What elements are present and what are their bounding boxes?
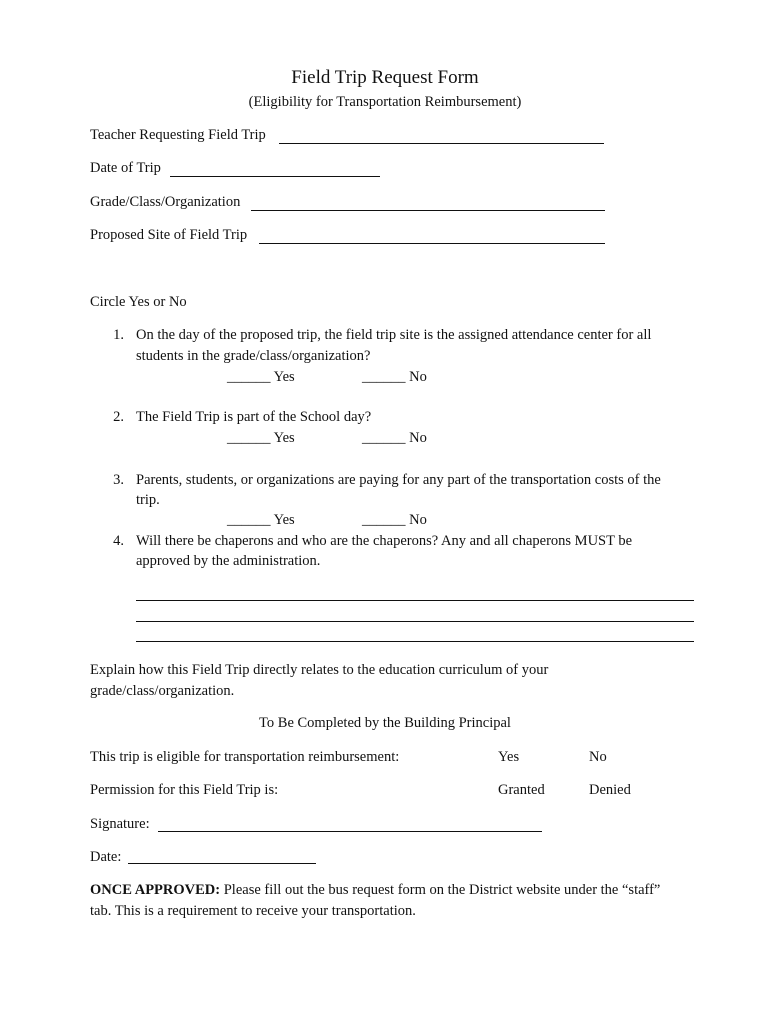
chaperon-answer-line-3[interactable] bbox=[136, 641, 694, 642]
answer-blank: ______ bbox=[362, 512, 406, 528]
grade-field-label: Grade/Class/Organization bbox=[90, 194, 241, 210]
question-2-no[interactable] bbox=[362, 430, 427, 447]
approval-note-line2: tab. This is a requirement to receive your transportation. bbox=[90, 903, 416, 919]
answer-blank: ______ bbox=[227, 430, 271, 446]
question-3-yes[interactable] bbox=[227, 512, 295, 529]
teacher-field-line[interactable] bbox=[279, 143, 604, 144]
site-field-row bbox=[90, 227, 247, 244]
question-3-no[interactable] bbox=[362, 512, 427, 529]
answer-blank: ______ bbox=[227, 512, 271, 528]
answer-yes-label: Yes bbox=[273, 430, 295, 446]
approval-note-text: Please fill out the bus request form on the District website under the “staff” bbox=[220, 882, 661, 898]
question-4-line2: approved by the administration. bbox=[136, 553, 321, 569]
question-1-line2: students in the grade/class/organization? bbox=[136, 348, 371, 364]
approval-note-line1 bbox=[90, 882, 660, 899]
question-2-yes[interactable] bbox=[227, 430, 295, 447]
question-4-line1: Will there be chaperons and who are the chaperons? Any and all chaperons MUST be bbox=[136, 533, 633, 549]
question-1-number: 1. bbox=[113, 327, 124, 343]
date-label: Date: bbox=[90, 849, 122, 865]
question-1-no[interactable] bbox=[362, 369, 427, 386]
date-field-row bbox=[90, 160, 161, 177]
answer-no-label: No bbox=[409, 369, 427, 385]
question-2-number: 2. bbox=[113, 409, 124, 425]
teacher-field-label: Teacher Requesting Field Trip bbox=[90, 127, 266, 143]
principal-date-line[interactable] bbox=[128, 863, 316, 864]
question-1-yes[interactable] bbox=[227, 369, 295, 386]
date-field-label: Date of Trip bbox=[90, 160, 161, 176]
eligible-label: This trip is eligible for transportation reimbursement: bbox=[90, 749, 400, 765]
grade-field-row bbox=[90, 194, 240, 211]
question-3-number: 3. bbox=[113, 472, 124, 488]
form-title: Field Trip Request Form bbox=[291, 67, 479, 88]
site-field-line[interactable] bbox=[259, 243, 605, 244]
answer-blank: ______ bbox=[362, 430, 406, 446]
chaperon-answer-line-2[interactable] bbox=[136, 621, 694, 622]
question-4-number: 4. bbox=[113, 533, 124, 549]
permission-granted-option[interactable]: Granted bbox=[498, 782, 545, 798]
signature-label: Signature: bbox=[90, 816, 150, 832]
site-field-label: Proposed Site of Field Trip bbox=[90, 227, 248, 243]
question-2-line1: The Field Trip is part of the School day? bbox=[136, 409, 372, 425]
explain-line1: Explain how this Field Trip directly relates to the education curriculum of your bbox=[90, 662, 549, 678]
chaperon-answer-line-1[interactable] bbox=[136, 600, 694, 601]
question-3-line1: Parents, students, or organizations are paying for any part of the transportation costs of the bbox=[136, 472, 661, 488]
circle-instruction: Circle Yes or No bbox=[90, 294, 187, 310]
answer-yes-label: Yes bbox=[273, 512, 295, 528]
answer-yes-label: Yes bbox=[273, 369, 295, 385]
grade-field-line[interactable] bbox=[251, 210, 605, 211]
signature-line[interactable] bbox=[158, 831, 542, 832]
answer-blank: ______ bbox=[362, 369, 406, 385]
answer-blank: ______ bbox=[227, 369, 271, 385]
permission-denied-option[interactable]: Denied bbox=[589, 782, 631, 798]
question-3-line2: trip. bbox=[136, 492, 160, 508]
once-approved-label: ONCE APPROVED: bbox=[90, 882, 221, 898]
eligible-yes-option[interactable]: Yes bbox=[498, 749, 520, 765]
explain-line2: grade/class/organization. bbox=[90, 683, 235, 699]
form-subtitle: (Eligibility for Transportation Reimbursement) bbox=[248, 94, 522, 110]
date-field-line[interactable] bbox=[170, 176, 380, 177]
question-1-line1: On the day of the proposed trip, the field trip site is the assigned attendance center for all bbox=[136, 327, 652, 343]
eligible-no-option[interactable]: No bbox=[589, 749, 607, 765]
answer-no-label: No bbox=[409, 512, 427, 528]
principal-heading: To Be Completed by the Building Principal bbox=[259, 715, 511, 731]
permission-label: Permission for this Field Trip is: bbox=[90, 782, 279, 798]
answer-no-label: No bbox=[409, 430, 427, 446]
teacher-field-row bbox=[90, 127, 266, 144]
